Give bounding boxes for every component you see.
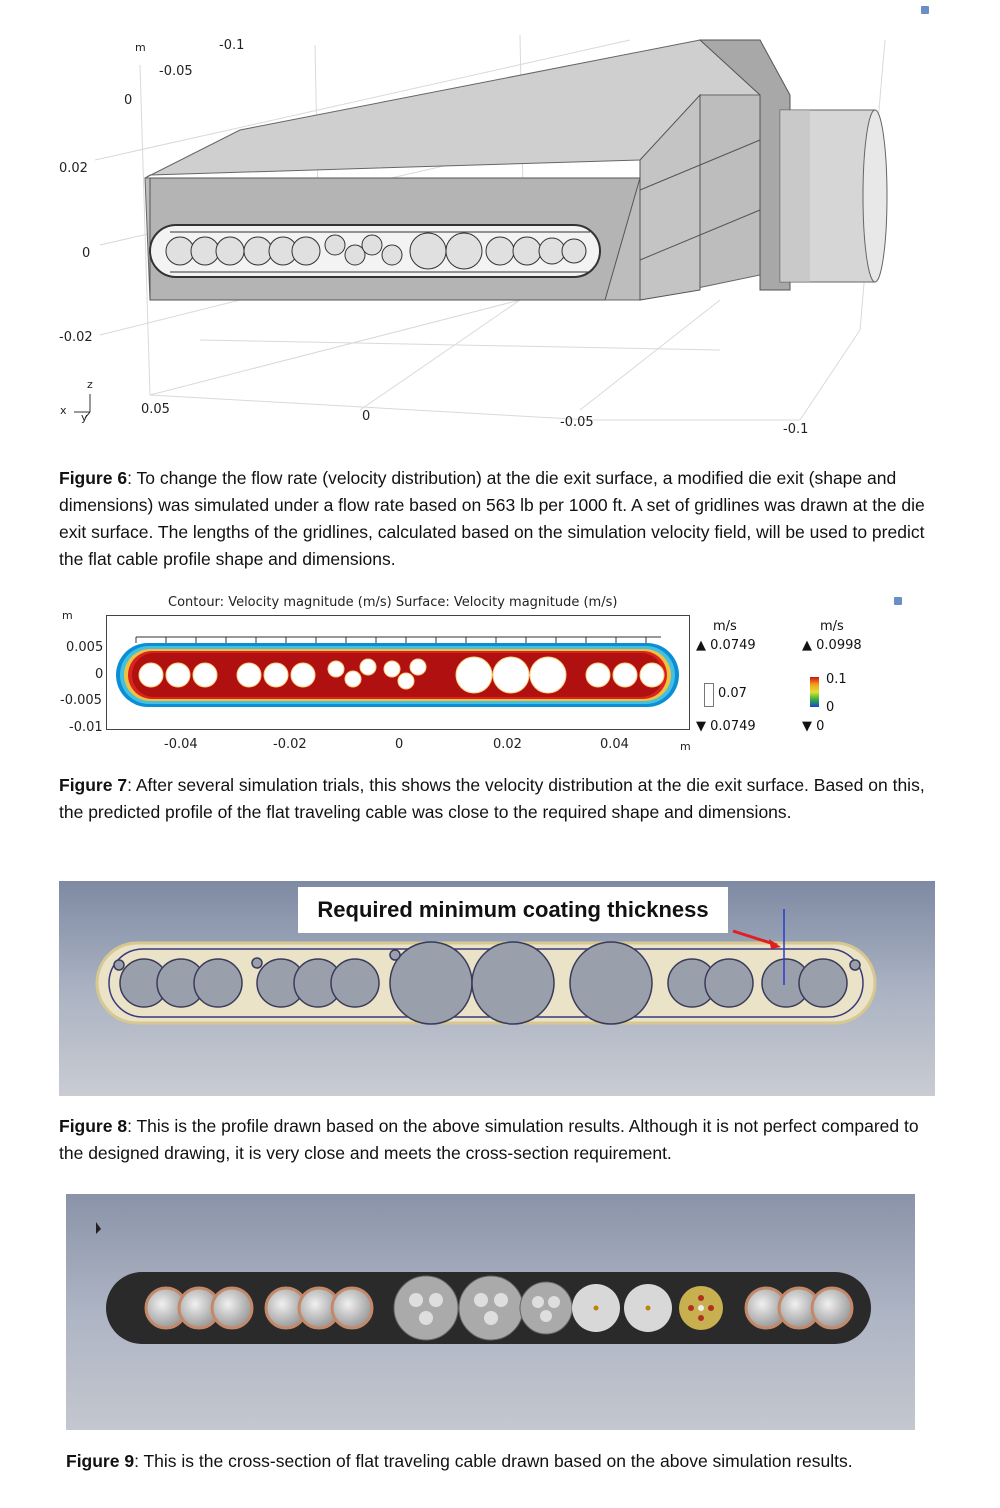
surface-colorbar — [810, 677, 819, 707]
axis-unit-m: m — [135, 41, 146, 54]
x-tick-4: 0.02 — [493, 737, 522, 752]
contour-colorbar — [704, 683, 714, 707]
legend-surface-max-value: 0.0998 — [816, 638, 862, 653]
figure-8-caption — [59, 1113, 939, 1167]
figure-8-text: : This is the profile drawn based on the above simulation results. Although it is not perfect compared to the designed drawing, it is very close and meets the cross-section requirement. — [59, 1116, 919, 1163]
triad-z: z — [87, 378, 93, 391]
legend-contour-mid: 0.07 — [718, 686, 747, 701]
figure-7-label: Figure 7 — [59, 775, 128, 795]
y-tick-1: 0.005 — [66, 640, 104, 655]
figure-8-label: Figure 8 — [59, 1116, 128, 1136]
axis-triad — [60, 380, 105, 425]
axis-tick-top-2: -0.05 — [159, 64, 193, 79]
figure-7-text: : After several simulation trials, this shows the velocity distribution at the die exit surface. Based on this, the predicted profile of the flat traveling cable was close to the required shape and dimensions. — [59, 775, 925, 822]
triangle-down-icon: ▼ — [696, 719, 706, 734]
triad-x: x — [60, 404, 67, 417]
velocity-contour-plot — [106, 615, 690, 730]
axis-tick-left-3: -0.02 — [59, 330, 93, 345]
axis-tick-bottom-1: 0.05 — [141, 402, 170, 417]
legend-surface-max — [802, 638, 862, 653]
figure-6-text: : To change the flow rate (velocity distribution) at the die exit surface, a modified die exit (shape and dimensions) was simulated under a flow rate based on 563 lb per 1000 ft. A set of gridlines was drawn at the die exit surface. The lengths of the gridlines, calculated based on the simulation velocity field, will be used to predict the flat cable profile shape and dimensions. — [59, 468, 925, 569]
triangle-down-icon: ▼ — [802, 719, 812, 734]
legend-contour-min-value: 0.0749 — [710, 719, 756, 734]
y-tick-2: 0 — [95, 667, 104, 682]
axis-tick-bottom-3: -0.05 — [560, 415, 594, 430]
legend-contour-unit: m/s — [713, 619, 737, 634]
x-tick-2: -0.02 — [273, 737, 307, 752]
figure-7-caption — [59, 772, 939, 826]
legend-surface-hi: 0.1 — [826, 672, 847, 687]
cable-cross-section-render — [66, 1194, 915, 1430]
y-tick-3: -0.005 — [60, 693, 102, 708]
axis-tick-bottom-2: 0 — [362, 409, 371, 424]
legend-surface-lo: 0 — [826, 700, 835, 715]
x-tick-1: -0.04 — [164, 737, 198, 752]
legend-surface-min — [802, 719, 824, 734]
figure-9-caption — [66, 1448, 946, 1475]
figure-9-cable-cross-section — [66, 1194, 915, 1430]
figure-7-velocity-plot — [0, 585, 1000, 755]
figure-9-text: : This is the cross-section of flat traveling cable drawn based on the above simulation results. — [134, 1451, 853, 1471]
plot-title: Contour: Velocity magnitude (m/s) Surface: Velocity magnitude (m/s) — [168, 595, 618, 610]
y-unit: m — [62, 609, 73, 622]
figure-6-die-model — [0, 0, 1000, 450]
y-tick-4: -0.01 — [69, 720, 103, 735]
legend-contour-max-value: 0.0749 — [710, 638, 756, 653]
legend-surface-min-value: 0 — [816, 719, 825, 734]
figure-6-caption — [59, 465, 939, 573]
legend-contour-max — [696, 638, 756, 653]
x-unit: m — [680, 740, 691, 753]
legend-contour-min — [696, 719, 756, 734]
x-tick-5: 0.04 — [600, 737, 629, 752]
axis-tick-bottom-4: -0.1 — [783, 422, 809, 437]
comsol-logo-icon — [920, 2, 930, 12]
coating-thickness-annotation: Required minimum coating thickness — [298, 887, 728, 933]
legend-surface-unit: m/s — [820, 619, 844, 634]
figure-9-label: Figure 9 — [66, 1451, 135, 1471]
figure-6-label: Figure 6 — [59, 468, 128, 488]
die-3d-render — [0, 0, 1000, 450]
axis-tick-top-3: 0 — [124, 93, 133, 108]
triangle-up-icon: ▲ — [802, 638, 812, 653]
x-tick-3: 0 — [395, 737, 404, 752]
comsol-logo-icon — [893, 593, 903, 603]
axis-tick-left-1: 0.02 — [59, 161, 88, 176]
axis-tick-top-1: -0.1 — [219, 38, 245, 53]
axis-tick-left-2: 0 — [82, 246, 91, 261]
triad-y: y — [81, 411, 88, 424]
triangle-up-icon: ▲ — [696, 638, 706, 653]
